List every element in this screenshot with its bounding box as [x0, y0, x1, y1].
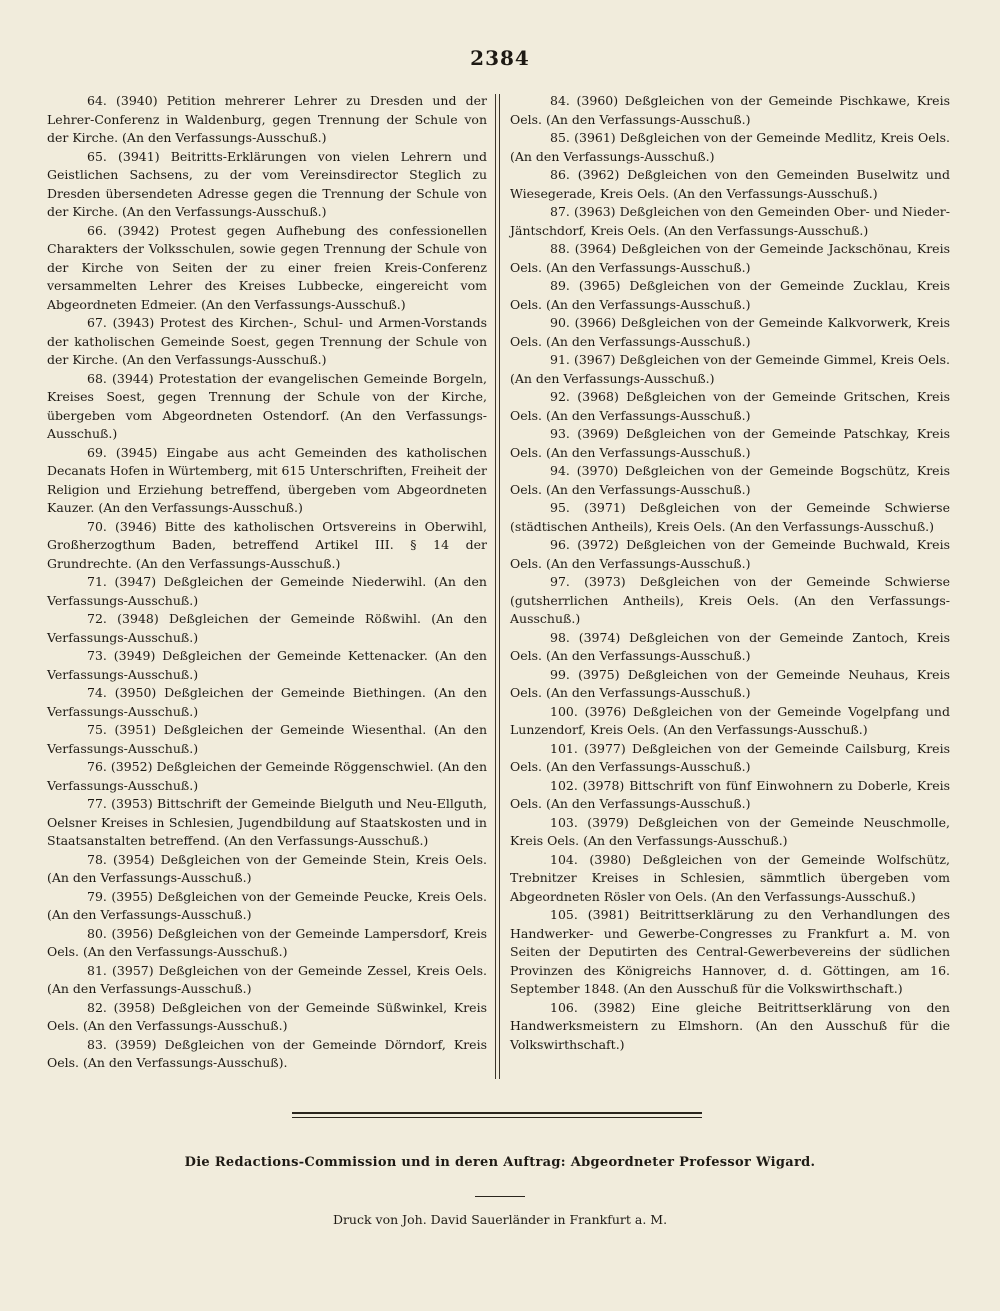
petition-entry: 98. (3974) Deßgleichen von der Gemeinde Zantoch, Kreis Oels. (An den Verfassungs-Ausschuß.) — [510, 629, 950, 663]
petition-entry: 91. (3967) Deßgleichen von der Gemeinde Gimmel, Kreis Oels. (An den Verfassungs-Ausschuß.) — [510, 352, 950, 386]
petition-entry: 69. (3945) Eingabe aus acht Gemeinden des katholischen Decanats Hofen in Würtemberg, mit 615 Unterschriften, Freiheit der Religion und Erziehung betreffend, übergeben vom Abgeordneten Kauzer. (An den Verfassungs-Ausschuß.) — [47, 444, 487, 515]
petition-entry: 64. (3940) Petition mehrerer Lehrer zu Dresden und der Lehrer-Conferenz in Waldenburg, gegen Trennung der Schule von der Kirche. (An den Verfassungs-Ausschuß.) — [47, 93, 487, 145]
petition-entry: 85. (3961) Deßgleichen von der Gemeinde Medlitz, Kreis Oels. (An den Verfassungs-Ausschuß.) — [510, 130, 950, 164]
petition-entry: 83. (3959) Deßgleichen von der Gemeinde Dörndorf, Kreis Oels. (An den Verfassungs-Ausschuß). — [47, 1036, 487, 1070]
petition-entry: 78. (3954) Deßgleichen von der Gemeinde Stein, Kreis Oels. (An den Verfassungs-Ausschuß.) — [47, 851, 487, 885]
petition-entry: 101. (3977) Deßgleichen von der Gemeinde Cailsburg, Kreis Oels. (An den Verfassungs-Ausschuß.) — [510, 740, 950, 774]
petition-entry: 71. (3947) Deßgleichen der Gemeinde Niederwihl. (An den Verfassungs-Ausschuß.) — [47, 574, 487, 608]
page-number: 2384 — [470, 46, 530, 70]
petition-entry: 104. (3980) Deßgleichen von der Gemeinde Wolfschütz, Trebnitzer Kreises in Schlesien, sämmtlich übergeben vom Abgeordneten Rösler von Oels. (An den Verfassungs-Ausschuß.) — [510, 851, 950, 904]
right-column — [510, 92, 950, 1054]
petition-entry: 70. (3946) Bitte des katholischen Ortsvereins in Oberwihl, Großherzogthum Baden, betreffend Artikel III. § 14 der Grundrechte. (An den Verfassungs-Ausschuß.) — [47, 518, 487, 571]
column-divider — [495, 94, 496, 1079]
petition-entry: 95. (3971) Deßgleichen von der Gemeinde Schwierse (städtischen Antheils), Kreis Oels. (An den Verfassungs-Ausschuß.) — [510, 500, 950, 534]
petition-entry: 67. (3943) Protest des Kirchen-, Schul- und Armen-Vorstands der katholischen Gemeinde Soest, gegen Trennung der Schule von der Kirche. (An den Verfassungs-Ausschuß.) — [47, 315, 487, 367]
petition-entry: 92. (3968) Deßgleichen von der Gemeinde Gritschen, Kreis Oels. (An den Verfassungs-Ausschuß.) — [510, 389, 950, 423]
petition-entry: 76. (3952) Deßgleichen der Gemeinde Röggenschwiel. (An den Verfassungs-Ausschuß.) — [47, 759, 487, 793]
petition-entry: 65. (3941) Beitritts-Erklärungen von vielen Lehrern und Geistlichen Sachsens, zu der vom Vereinsdirector Steglich zu Dresden übersendeten Adresse gegen die Trennung der Schule von der Kirche. (An den Verfassungs-Ausschuß.) — [47, 148, 487, 219]
petition-entry: 72. (3948) Deßgleichen der Gemeinde Rößwihl. (An den Verfassungs-Ausschuß.) — [47, 611, 487, 645]
petition-entry: 87. (3963) Deßgleichen von den Gemeinden Ober- und Nieder-Jäntschdorf, Kreis Oels. (An den Verfassungs-Ausschuß.) — [510, 204, 950, 238]
closing-rule — [292, 1112, 702, 1114]
column-divider-secondary — [499, 94, 500, 1079]
petition-entry: 105. (3981) Beitrittserklärung zu den Verhandlungen des Handwerker- und Gewerbe-Congresses zu Frankfurt a. M. von Seiten der Deputirten des Central-Gewerbevereins der südlichen Provinzen des Königreichs Hannover, d. d. Göttingen, am 16. September 1848. (An den Ausschuß für die Volkswirthschaft.) — [510, 907, 950, 996]
closing-rule-thin — [292, 1117, 702, 1118]
petition-entry: 106. (3982) Eine gleiche Beitrittserklärung von den Handwerksmeistern zu Elmshorn. (An den Ausschuß für die Volkswirthschaft.) — [510, 999, 950, 1052]
petition-entry: 81. (3957) Deßgleichen von der Gemeinde Zessel, Kreis Oels. (An den Verfassungs-Ausschuß.) — [47, 962, 487, 996]
petition-entry: 77. (3953) Bittschrift der Gemeinde Bielguth und Neu-Ellguth, Oelsner Kreises in Schlesien, Jugendbildung auf Staatskosten und in Staatsanstalten betreffend. (An den Verfassungs-Ausschuß.) — [47, 796, 487, 848]
petition-entry: 93. (3969) Deßgleichen von der Gemeinde Patschkay, Kreis Oels. (An den Verfassungs-Ausschuß.) — [510, 426, 950, 460]
commission-line: Die Redactions-Commission und in deren Auftrag: Abgeordneter Professor Wigard. — [184, 1155, 816, 1170]
left-column — [47, 92, 487, 1073]
petition-entry: 68. (3944) Protestation der evangelischen Gemeinde Borgeln, Kreises Soest, gegen Trennung der Schule von der Kirche, übergeben vom Abgeordneten Ostendorf. (An den Verfassungs-Ausschuß.) — [47, 370, 487, 441]
petition-entry: 99. (3975) Deßgleichen von der Gemeinde Neuhaus, Kreis Oels. (An den Verfassungs-Ausschuß.) — [510, 666, 950, 700]
footer-rule — [475, 1196, 525, 1197]
petition-entry: 73. (3949) Deßgleichen der Gemeinde Kettenacker. (An den Verfassungs-Ausschuß.) — [47, 648, 487, 682]
petition-entry: 94. (3970) Deßgleichen von der Gemeinde Bogschütz, Kreis Oels. (An den Verfassungs-Ausschuß.) — [510, 463, 950, 497]
petition-entry: 88. (3964) Deßgleichen von der Gemeinde Jackschönau, Kreis Oels. (An den Verfassungs-Ausschuß.) — [510, 241, 950, 275]
petition-entry: 89. (3965) Deßgleichen von der Gemeinde Zucklau, Kreis Oels. (An den Verfassungs-Ausschuß.) — [510, 278, 950, 312]
petition-entry: 86. (3962) Deßgleichen von den Gemeinden Buselwitz und Wiesegerade, Kreis Oels. (An den Verfassungs-Ausschuß.) — [510, 167, 950, 201]
petition-entry: 103. (3979) Deßgleichen von der Gemeinde Neuschmolle, Kreis Oels. (An den Verfassungs-Ausschuß.) — [510, 814, 950, 848]
petition-entry: 66. (3942) Protest gegen Aufhebung des confessionellen Charakters der Volksschulen, sowie gegen Trennung der Schule von der Kirche von Seiten der zu einer freien Kreis-Conferenz versammelten Lehrer des Kreises Lubbecke, eingereicht vom Abgeordneten Edmeier. (An den Verfassungs-Ausschuß.) — [47, 222, 487, 312]
petition-entry: 97. (3973) Deßgleichen von der Gemeinde Schwierse (gutsherrlichen Antheils), Kreis Oels. (An den Verfassungs-Ausschuß.) — [510, 574, 950, 626]
petition-entry: 75. (3951) Deßgleichen der Gemeinde Wiesenthal. (An den Verfassungs-Ausschuß.) — [47, 722, 487, 756]
petition-entry: 100. (3976) Deßgleichen von der Gemeinde Vogelpfang und Lunzendorf, Kreis Oels. (An den Verfassungs-Ausschuß.) — [510, 703, 950, 737]
petition-entry: 74. (3950) Deßgleichen der Gemeinde Biethingen. (An den Verfassungs-Ausschuß.) — [47, 685, 487, 719]
petition-entry: 102. (3978) Bittschrift von fünf Einwohnern zu Doberle, Kreis Oels. (An den Verfassungs-Ausschuß.) — [510, 777, 950, 811]
petition-entry: 96. (3972) Deßgleichen von der Gemeinde Buchwald, Kreis Oels. (An den Verfassungs-Ausschuß.) — [510, 537, 950, 571]
petition-entry: 84. (3960) Deßgleichen von der Gemeinde Pischkawe, Kreis Oels. (An den Verfassungs-Ausschuß.) — [510, 93, 950, 127]
petition-entry: 80. (3956) Deßgleichen von der Gemeinde Lampersdorf, Kreis Oels. (An den Verfassungs-Ausschuß.) — [47, 925, 487, 959]
petition-entry: 90. (3966) Deßgleichen von der Gemeinde Kalkvorwerk, Kreis Oels. (An den Verfassungs-Ausschuß.) — [510, 315, 950, 349]
printer-line: Druck von Joh. David Sauerländer in Frankfurt a. M. — [332, 1212, 668, 1227]
petition-entry: 82. (3958) Deßgleichen von der Gemeinde Süßwinkel, Kreis Oels. (An den Verfassungs-Ausschuß.) — [47, 999, 487, 1033]
petition-entry: 79. (3955) Deßgleichen von der Gemeinde Peucke, Kreis Oels. (An den Verfassungs-Ausschuß.) — [47, 888, 487, 922]
